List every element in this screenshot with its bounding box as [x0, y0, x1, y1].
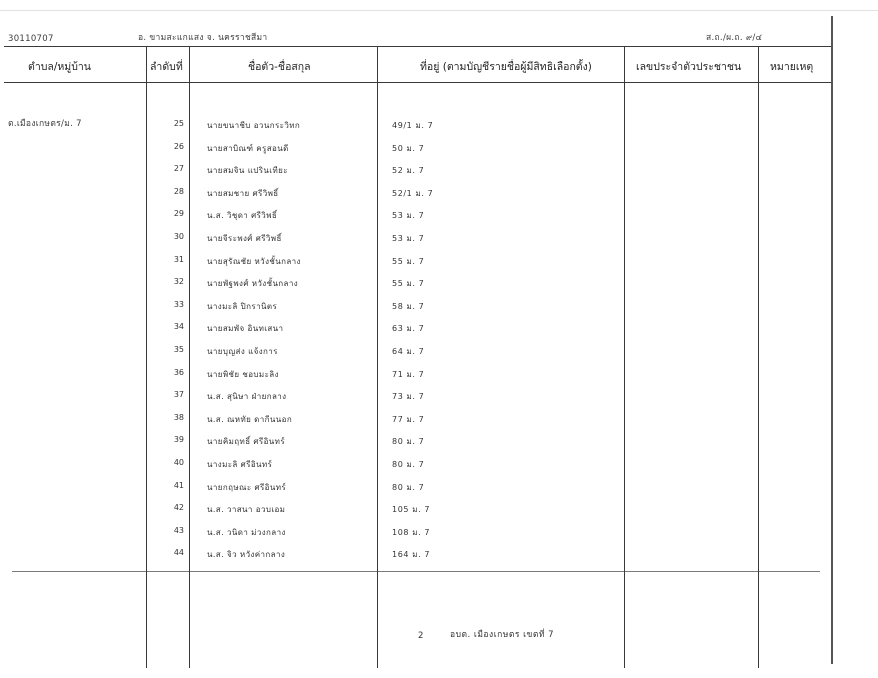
row-name: นายบุญส่ง แจ้งการ: [207, 347, 278, 356]
row-name: นางมะลิ ศรีอินทร์: [207, 460, 273, 469]
row-address: 77 ม. 7: [392, 415, 425, 424]
row-number: 36: [173, 368, 184, 377]
row-name: น.ส. สุนิษา ฝ่ายกลาง: [207, 392, 287, 401]
row-number: 29: [173, 209, 184, 218]
header-area: ตำบล/หมู่บ้าน: [28, 61, 91, 73]
row-address: 105 ม. 7: [392, 505, 431, 514]
table-top-rule: [4, 46, 832, 47]
row-address: 80 ม. 7: [392, 460, 425, 469]
row-address: 50 ม. 7: [392, 144, 425, 153]
row-name: นายคิมฤทธิ์ ศรีอินทร์: [207, 437, 286, 446]
header-name: ชื่อตัว-ชื่อสกุล: [248, 61, 311, 73]
header-bottom-rule: [4, 82, 832, 83]
row-address: 52/1 ม. 7: [392, 189, 434, 198]
row-address: 55 ม. 7: [392, 257, 425, 266]
row-number: 38: [173, 413, 184, 422]
row-address: 71 ม. 7: [392, 370, 425, 379]
row-number: 40: [173, 458, 184, 467]
row-address: 80 ม. 7: [392, 437, 425, 446]
row-number: 33: [173, 300, 184, 309]
col-divider-5: [758, 46, 759, 668]
row-address: 80 ม. 7: [392, 483, 425, 492]
row-name: นายสาบิณฑ์ ครูสอนดี: [207, 144, 289, 153]
row-address: 53 ม. 7: [392, 211, 425, 220]
row-name: นายสมชาย ศรีวิพธิ์: [207, 189, 279, 198]
row-address: 55 ม. 7: [392, 279, 425, 288]
header-address: ที่อยู่ (ตามบัญชีรายชื่อผู้มีสิทธิเลือกตั้ง): [420, 61, 592, 73]
row-name: นายขนาชีบ อวนกระวิทก: [207, 121, 301, 130]
row-name: น.ส. วาสนา อวบเอม: [207, 505, 286, 514]
row-address: 53 ม. 7: [392, 234, 425, 243]
row-number: 27: [173, 164, 184, 173]
area-label: ต.เมืองเกษตร/ม. 7: [8, 119, 82, 129]
row-address: 73 ม. 7: [392, 392, 425, 401]
row-name: นายจีระพงศ์ ศรีวิพธิ์: [207, 234, 282, 243]
row-name: นางมะลิ ปิกรานิตร: [207, 302, 278, 311]
row-number: 34: [173, 322, 184, 331]
row-address: 164 ม. 7: [392, 550, 431, 559]
row-number: 39: [173, 435, 184, 444]
col-divider-3: [377, 46, 378, 668]
row-name: นายสมพัจ อินทเสนา: [207, 324, 284, 333]
form-reference: ส.ถ./ผ.ถ. ๙/๔: [706, 33, 763, 43]
row-number: 37: [173, 390, 184, 399]
table-bottom-rule: [12, 571, 820, 572]
header-remarks: หมายเหตุ: [770, 61, 814, 73]
header-id-number: เลขประจำตัวประชาชน: [636, 61, 742, 73]
col-divider-1: [146, 46, 147, 668]
scan-edge: [0, 10, 878, 11]
row-number: 35: [173, 345, 184, 354]
row-number: 30: [173, 232, 184, 241]
row-number: 25: [173, 119, 184, 128]
row-address: 49/1 ม. 7: [392, 121, 434, 130]
row-name: นายสมจิน แปรินเทียะ: [207, 166, 288, 175]
row-number: 42: [173, 503, 184, 512]
footer-page-number: 2: [418, 631, 424, 641]
row-address: 63 ม. 7: [392, 324, 425, 333]
row-address: 52 ม. 7: [392, 166, 425, 175]
row-name: นายพัฐพงศ์ หวังชั้นกลาง: [207, 279, 299, 288]
row-name: นายกฤษณะ ศรีอินทร์: [207, 483, 287, 492]
row-number: 26: [173, 142, 184, 151]
row-number: 32: [173, 277, 184, 286]
row-number: 44: [173, 548, 184, 557]
col-divider-2: [189, 46, 190, 668]
row-number: 41: [173, 481, 184, 490]
row-number: 43: [173, 526, 184, 535]
row-number: 31: [173, 255, 184, 264]
row-name: น.ส. ณหทัย ดากีนนอก: [207, 415, 293, 424]
document-code: 30110707: [8, 34, 54, 44]
row-address: 58 ม. 7: [392, 302, 425, 311]
row-name: น.ส. วิชุดา ศรีวิพธิ์: [207, 211, 278, 220]
district-line: อ. ขามสะแกแสง จ. นครราชสีมา: [138, 33, 268, 43]
col-divider-4: [624, 46, 625, 668]
row-name: นายพิชัย ชอบมะลิง: [207, 370, 279, 379]
footer-text: อบต. เมืองเกษตร เขตที่ 7: [450, 630, 555, 640]
row-address: 64 ม. 7: [392, 347, 425, 356]
header-seq: ลำดับที่: [150, 61, 183, 73]
row-name: นายสุรัณชัย หวังชั้นกลาง: [207, 257, 301, 266]
row-number: 28: [173, 187, 184, 196]
row-name: น.ส. จิว หวังค่ากลาง: [207, 550, 286, 559]
row-name: น.ส. วนิดา ม่วงกลาง: [207, 528, 286, 537]
row-address: 108 ม. 7: [392, 528, 431, 537]
page-right-border: [831, 16, 833, 664]
